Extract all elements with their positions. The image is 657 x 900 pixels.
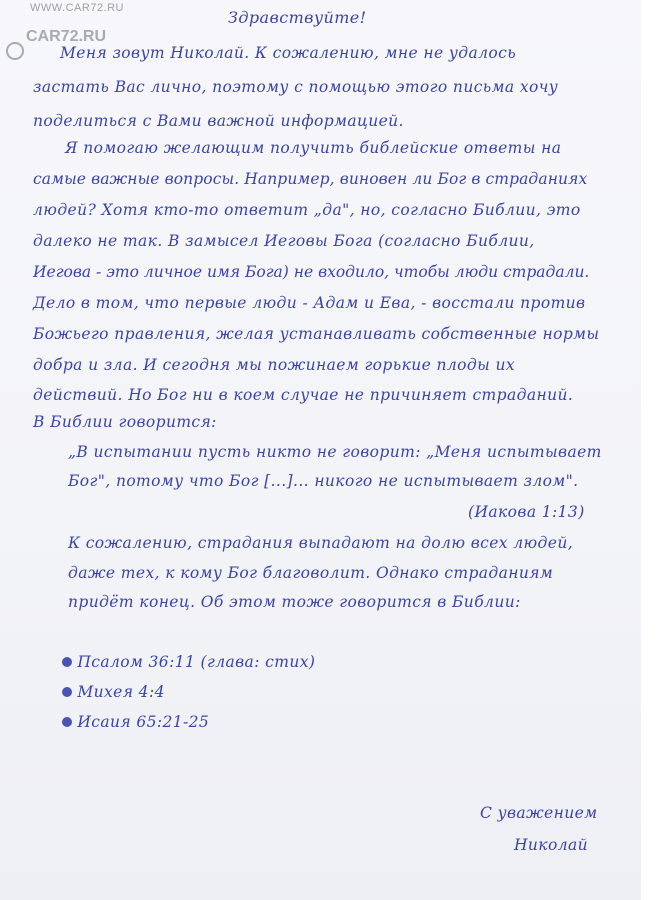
paragraph2-line: самые важные вопросы. Например, виновен ли Бог в страданиях bbox=[33, 170, 588, 188]
quote-line: Бог", потому что Бог [...]... никого не испытывает злом". bbox=[68, 472, 579, 490]
paragraph2-line: добра и зла. И сегодня мы пожинаем горькие плоды их bbox=[33, 356, 515, 374]
bullet-icon bbox=[62, 657, 72, 667]
paragraph3-line: придёт конец. Об этом тоже говорится в Библии: bbox=[68, 593, 521, 611]
watermark-url: WWW.CAR72.RU bbox=[30, 2, 124, 14]
paragraph1-line: Меня зовут Николай. К сожалению, мне не удалось bbox=[60, 44, 517, 62]
paragraph2-line: Иегова - это личное имя Бога) не входило, чтобы люди страдали. bbox=[33, 263, 590, 281]
bullet-icon bbox=[62, 687, 72, 697]
paragraph2-line: Божьего правления, желая устанавливать собственные нормы bbox=[33, 325, 600, 343]
greeting: Здравствуйте! bbox=[228, 8, 367, 27]
paragraph2-line: людей? Хотя кто-то ответит „да", но, согласно Библии, это bbox=[33, 201, 581, 219]
paragraph1-line: застать Вас лично, поэтому с помощью этого письма хочу bbox=[33, 78, 559, 96]
paragraph1-line: поделиться с Вами важной информацией. bbox=[33, 112, 404, 130]
page-edge bbox=[641, 0, 657, 900]
watermark-brand: CAR72.RU bbox=[26, 28, 107, 45]
watermark-logo-icon bbox=[6, 42, 24, 60]
signature: Николай bbox=[514, 836, 588, 854]
paragraph2-line: далеко не так. В замысел Иеговы Бога (согласно Библии, bbox=[33, 232, 535, 250]
closing: С уважением bbox=[480, 804, 598, 822]
reference-item bbox=[62, 653, 315, 671]
paragraph2-line: действий. Но Бог ни в коем случае не причиняет страданий. bbox=[33, 386, 574, 404]
quote-reference: (Иакова 1:13) bbox=[468, 503, 585, 521]
reference-item bbox=[62, 683, 165, 701]
paragraph2-line: В Библии говорится: bbox=[33, 413, 217, 431]
paragraph3-line: К сожалению, страдания выпадают на долю всех людей, bbox=[68, 534, 574, 552]
reference-text: Михея 4:4 bbox=[77, 683, 165, 701]
paragraph2-line: Я помогаю желающим получить библейские ответы на bbox=[65, 139, 562, 157]
quote-line: „В испытании пусть никто не говорит: „Меня испытывает bbox=[68, 443, 602, 461]
reference-item bbox=[62, 713, 209, 731]
paragraph3-line: даже тех, к кому Бог благоволит. Однако страданиям bbox=[68, 564, 554, 582]
bullet-icon bbox=[62, 717, 72, 727]
reference-text: Исаия 65:21-25 bbox=[77, 713, 210, 731]
reference-text: Псалом 36:11 (глава: стих) bbox=[77, 653, 316, 671]
paragraph2-line: Дело в том, что первые люди - Адам и Ева, - восстали против bbox=[33, 294, 586, 312]
